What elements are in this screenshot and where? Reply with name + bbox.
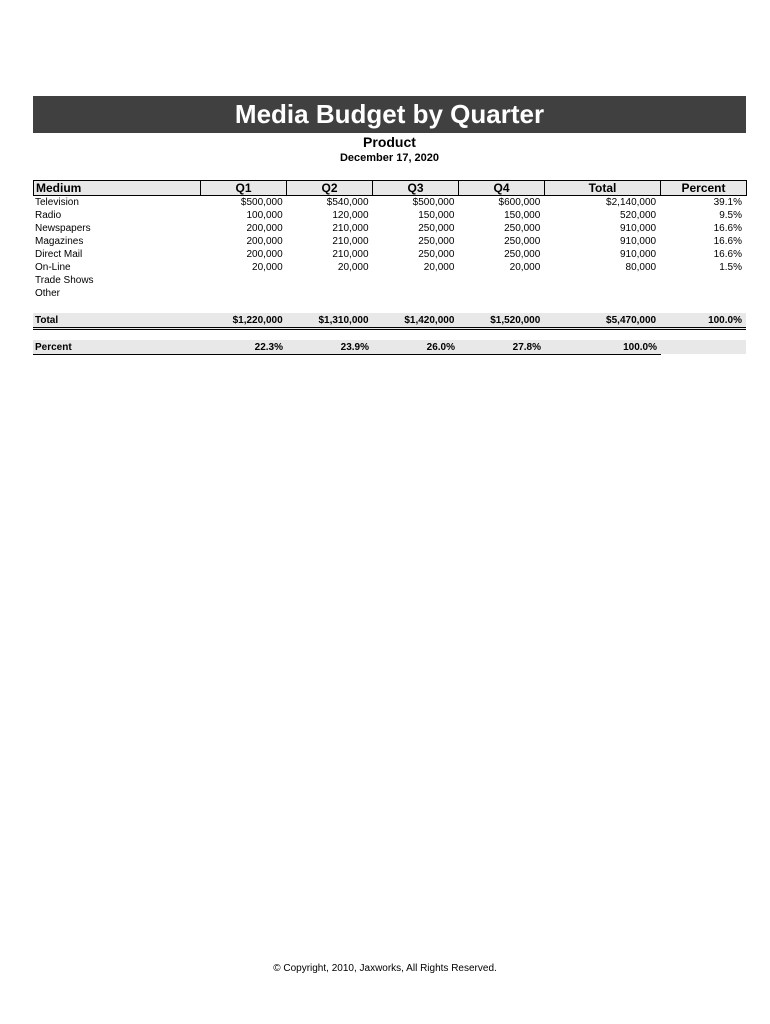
q1-cell: 200,000 [246, 223, 283, 234]
medium-cell: Direct Mail [35, 249, 83, 260]
total-q1: $1,220,000 [232, 314, 283, 326]
total-q3: $1,420,000 [404, 314, 455, 326]
q1-cell: $500,000 [240, 197, 283, 208]
header-q2: Q2 [286, 180, 373, 196]
percent-q3: 26.0% [426, 341, 455, 353]
table-row [33, 222, 746, 235]
q2-cell: 20,000 [337, 262, 369, 273]
medium-cell: On-Line [35, 262, 71, 273]
percent-cell: 16.6% [713, 236, 742, 247]
table-row [33, 209, 746, 222]
percent-q1: 22.3% [254, 341, 283, 353]
q2-cell: $540,000 [326, 197, 369, 208]
header-q4: Q4 [458, 180, 545, 196]
header-percent: Percent [660, 180, 747, 196]
table-row [33, 196, 746, 209]
q2-cell: 120,000 [332, 210, 369, 221]
percent-label: Percent [35, 341, 72, 353]
q3-cell: $500,000 [412, 197, 455, 208]
table-row [33, 235, 746, 248]
header-q1: Q1 [200, 180, 287, 196]
table-row [33, 261, 746, 274]
q2-cell: 210,000 [332, 249, 369, 260]
medium-cell: Trade Shows [35, 275, 94, 286]
q1-cell: 200,000 [246, 236, 283, 247]
q4-cell: 250,000 [504, 249, 541, 260]
q3-cell: 250,000 [418, 236, 455, 247]
medium-cell: Television [35, 197, 79, 208]
table-header [33, 180, 747, 196]
q4-cell: 250,000 [504, 236, 541, 247]
medium-cell: Radio [35, 210, 62, 221]
total-q2: $1,310,000 [318, 314, 369, 326]
total-total: $5,470,000 [606, 314, 657, 326]
table-row [33, 248, 746, 261]
q1-cell: 100,000 [246, 210, 283, 221]
page-title: Media Budget by Quarter [33, 96, 746, 133]
total-label: Total [35, 314, 59, 326]
total-cell: 910,000 [619, 249, 657, 260]
total-percent: 100.0% [708, 314, 742, 326]
medium-cell: Other [35, 288, 61, 299]
percent-row-fill [661, 340, 746, 354]
q3-cell: 250,000 [418, 223, 455, 234]
table-row [33, 274, 746, 287]
percent-q4: 27.8% [512, 341, 541, 353]
q3-cell: 20,000 [423, 262, 455, 273]
header-total: Total [544, 180, 661, 196]
q3-cell: 150,000 [418, 210, 455, 221]
header-medium: Medium [33, 180, 201, 196]
total-q4: $1,520,000 [490, 314, 541, 326]
copyright-footer: © Copyright, 2010, Jaxworks, All Rights Reserved. [273, 963, 497, 974]
q4-cell: 20,000 [509, 262, 541, 273]
q4-cell: 250,000 [504, 223, 541, 234]
total-cell: 910,000 [619, 236, 657, 247]
percent-cell: 16.6% [713, 223, 742, 234]
medium-cell: Newspapers [35, 223, 91, 234]
q2-cell: 210,000 [332, 223, 369, 234]
header-q3: Q3 [372, 180, 459, 196]
percent-cell: 39.1% [713, 197, 742, 208]
table-body [33, 196, 746, 300]
q1-cell: 200,000 [246, 249, 283, 260]
total-cell: 520,000 [619, 210, 657, 221]
q4-cell: 150,000 [504, 210, 541, 221]
q4-cell: $600,000 [498, 197, 541, 208]
q1-cell: 20,000 [252, 262, 283, 273]
percent-cell: 9.5% [719, 210, 742, 221]
total-row [33, 313, 746, 330]
medium-cell: Magazines [35, 236, 84, 247]
percent-cell: 16.6% [713, 249, 742, 260]
total-cell: 80,000 [625, 262, 657, 273]
total-cell: 910,000 [619, 223, 657, 234]
percent-q2: 23.9% [340, 341, 369, 353]
percent-total: 100.0% [623, 341, 657, 353]
total-cell: $2,140,000 [606, 197, 657, 208]
q2-cell: 210,000 [332, 236, 369, 247]
subtitle: Product [363, 134, 416, 150]
percent-row [33, 340, 661, 355]
q3-cell: 250,000 [418, 249, 455, 260]
report-date: December 17, 2020 [339, 152, 440, 164]
percent-cell: 1.5% [719, 262, 742, 273]
table-row [33, 287, 746, 300]
